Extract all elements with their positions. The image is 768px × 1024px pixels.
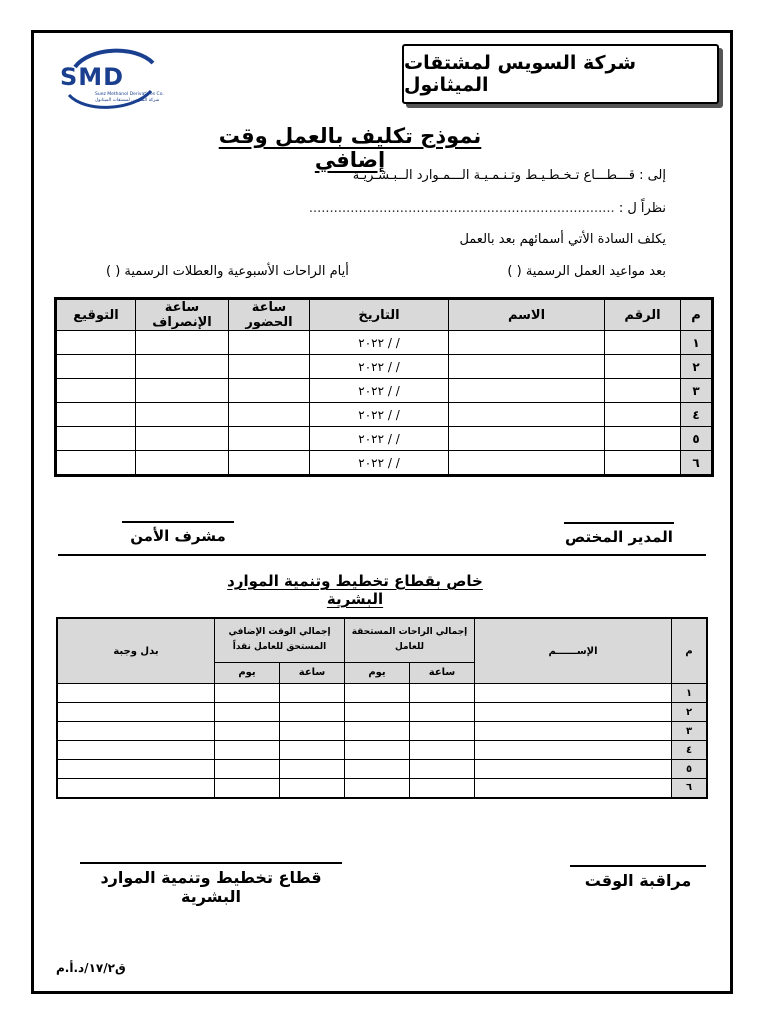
assignment-row xyxy=(56,403,713,427)
cell-name[interactable] xyxy=(475,779,672,798)
cell-departure[interactable] xyxy=(136,427,229,451)
assignment-row xyxy=(56,427,713,451)
hr-dept-signature xyxy=(80,862,342,906)
security-signature xyxy=(122,521,234,545)
cell-overtime-day[interactable] xyxy=(215,684,280,703)
row-number: ١ xyxy=(672,684,708,703)
hr-sub-overtime-day: يوم xyxy=(215,662,280,683)
cell-name[interactable] xyxy=(475,703,672,722)
cell-meal[interactable] xyxy=(57,760,215,779)
cell-name[interactable] xyxy=(475,741,672,760)
cell-meal[interactable] xyxy=(57,722,215,741)
time-control-label: مراقبة الوقت xyxy=(584,871,692,890)
official-hours-option[interactable]: بعد مواعيد العمل الرسمية ( ) xyxy=(507,264,666,279)
cell-date[interactable]: / / ٢٠٢٢ xyxy=(310,403,449,427)
cell-overtime-day[interactable] xyxy=(215,779,280,798)
col-header-departure: ساعة الإنصراف xyxy=(136,299,229,331)
section-divider xyxy=(58,554,706,556)
cell-arrival[interactable] xyxy=(229,427,310,451)
cell-departure[interactable] xyxy=(136,355,229,379)
cell-overtime-hour[interactable] xyxy=(280,703,345,722)
cell-name[interactable] xyxy=(449,451,605,476)
cell-signature[interactable] xyxy=(56,331,136,355)
cell-id[interactable] xyxy=(605,403,681,427)
cell-arrival[interactable] xyxy=(229,379,310,403)
cell-rest-hour[interactable] xyxy=(410,684,475,703)
cell-rest-hour[interactable] xyxy=(410,760,475,779)
cell-name[interactable] xyxy=(449,427,605,451)
hr-table xyxy=(56,617,708,799)
cell-overtime-day[interactable] xyxy=(215,760,280,779)
row-number: ٣ xyxy=(672,722,708,741)
cell-date[interactable]: / / ٢٠٢٢ xyxy=(310,427,449,451)
cell-signature[interactable] xyxy=(56,451,136,476)
cell-id[interactable] xyxy=(605,379,681,403)
row-number: ٣ xyxy=(681,379,713,403)
time-control-signature xyxy=(570,865,706,890)
row-number: ١ xyxy=(681,331,713,355)
cell-date[interactable]: / / ٢٠٢٢ xyxy=(310,331,449,355)
row-number: ٢ xyxy=(681,355,713,379)
attention-line xyxy=(309,201,666,216)
cell-meal[interactable] xyxy=(57,779,215,798)
cell-id[interactable] xyxy=(605,331,681,355)
hr-row xyxy=(57,684,707,703)
cell-rest-day[interactable] xyxy=(345,722,410,741)
hr-col-rest-due: إجمالي الراحات المستحقة للعامل xyxy=(345,618,475,662)
manager-label: المدير المختص xyxy=(565,528,673,546)
cell-meal[interactable] xyxy=(57,684,215,703)
cell-date[interactable]: / / ٢٠٢٢ xyxy=(310,355,449,379)
cell-overtime-day[interactable] xyxy=(215,722,280,741)
cell-name[interactable] xyxy=(475,684,672,703)
cell-rest-hour[interactable] xyxy=(410,779,475,798)
cell-arrival[interactable] xyxy=(229,331,310,355)
cell-rest-hour[interactable] xyxy=(410,741,475,760)
cell-overtime-hour[interactable] xyxy=(280,760,345,779)
row-number: ٦ xyxy=(672,779,708,798)
row-number: ٤ xyxy=(672,741,708,760)
rest-days-option[interactable]: أيام الراحات الأسبوعية والعطلات الرسمية ( ) xyxy=(106,264,349,279)
cell-rest-day[interactable] xyxy=(345,760,410,779)
cell-overtime-hour[interactable] xyxy=(280,684,345,703)
hr-row xyxy=(57,703,707,722)
cell-id[interactable] xyxy=(605,451,681,476)
form-code: ق١٧/٢/د.أ.م xyxy=(56,961,126,975)
cell-name[interactable] xyxy=(449,403,605,427)
assignment-table xyxy=(54,297,714,477)
row-number: ٦ xyxy=(681,451,713,476)
cell-rest-day[interactable] xyxy=(345,741,410,760)
form-title: نموذج تكليف بالعمل وقت إضافي xyxy=(218,124,482,172)
cell-signature[interactable] xyxy=(56,403,136,427)
row-number: ٥ xyxy=(672,760,708,779)
cell-date[interactable]: / / ٢٠٢٢ xyxy=(310,379,449,403)
cell-overtime-day[interactable] xyxy=(215,703,280,722)
cell-rest-day[interactable] xyxy=(345,684,410,703)
assignment-row xyxy=(56,331,713,355)
company-logo xyxy=(55,45,165,113)
manager-signature xyxy=(564,522,674,546)
cell-arrival[interactable] xyxy=(229,355,310,379)
cell-arrival[interactable] xyxy=(229,451,310,476)
to-line: إلى : قـــطـــاع تـخـطـيـط وتـنـمـيـة الـــمـوارد الــبـشـريـة xyxy=(352,168,666,183)
cell-rest-hour[interactable] xyxy=(410,722,475,741)
cell-name[interactable] xyxy=(449,355,605,379)
cell-departure[interactable] xyxy=(136,403,229,427)
assignment-row xyxy=(56,379,713,403)
svg-text:Suez Methanol Derivatives Co.: Suez Methanol Derivatives Co. xyxy=(95,92,164,97)
row-number: ٥ xyxy=(681,427,713,451)
hr-row xyxy=(57,741,707,760)
svg-text:SMD: SMD xyxy=(60,63,125,91)
cell-name[interactable] xyxy=(475,722,672,741)
hr-col-meal: بدل وجبة xyxy=(57,618,215,684)
attention-field[interactable]: .......................................................................... xyxy=(308,201,615,216)
cell-arrival[interactable] xyxy=(229,403,310,427)
hr-col-name: الإســــــم xyxy=(475,618,672,684)
hr-col-num: م xyxy=(672,618,708,684)
hr-row xyxy=(57,760,707,779)
cell-name[interactable] xyxy=(449,331,605,355)
cell-rest-day[interactable] xyxy=(345,779,410,798)
cell-departure[interactable] xyxy=(136,331,229,355)
col-header-arrival: ساعة الحضور xyxy=(229,299,310,331)
attention-label: نظراً ل : xyxy=(618,201,666,216)
cell-overtime-hour[interactable] xyxy=(280,722,345,741)
cell-meal[interactable] xyxy=(57,741,215,760)
company-name-box xyxy=(402,44,719,104)
col-header-signature: التوقيع xyxy=(56,299,136,331)
cell-date[interactable]: / / ٢٠٢٢ xyxy=(310,451,449,476)
cell-id[interactable] xyxy=(605,355,681,379)
hr-sub-rest-hour: ساعة xyxy=(410,662,475,683)
col-header-date: التاريخ xyxy=(310,299,449,331)
col-header-id: الرقم xyxy=(605,299,681,331)
cell-signature[interactable] xyxy=(56,427,136,451)
col-header-name: الاسم xyxy=(449,299,605,331)
cell-signature[interactable] xyxy=(56,379,136,403)
hr-sub-rest-day: يوم xyxy=(345,662,410,683)
svg-text:شركة السويس لمشتقات الميثانول: شركة السويس لمشتقات الميثانول xyxy=(95,98,160,103)
cell-name[interactable] xyxy=(475,760,672,779)
cell-name[interactable] xyxy=(449,379,605,403)
cell-meal[interactable] xyxy=(57,703,215,722)
assignment-header-row xyxy=(56,299,713,331)
security-label: مشرف الأمن xyxy=(130,527,226,545)
col-header-num: م xyxy=(681,299,713,331)
assignment-row xyxy=(56,355,713,379)
cell-rest-day[interactable] xyxy=(345,703,410,722)
row-number: ٢ xyxy=(672,703,708,722)
cell-overtime-hour[interactable] xyxy=(280,779,345,798)
days-line xyxy=(106,264,666,279)
company-name: شركة السويس لمشتقات الميثانول xyxy=(404,52,637,96)
hr-dept-label: قطاع تخطيط وتنمية الموارد البشرية xyxy=(100,868,322,906)
hr-sub-overtime-hour: ساعة xyxy=(280,662,345,683)
hr-section-title: خاص بقطاع تخطيط وتنمية الموارد البشرية xyxy=(227,572,483,608)
assign-line: يكلف السادة الأتي أسمائهم بعد بالعمل xyxy=(459,232,666,247)
cell-overtime-day[interactable] xyxy=(215,741,280,760)
cell-overtime-hour[interactable] xyxy=(280,741,345,760)
hr-row xyxy=(57,722,707,741)
cell-id[interactable] xyxy=(605,427,681,451)
hr-row xyxy=(57,779,707,798)
cell-signature[interactable] xyxy=(56,355,136,379)
cell-departure[interactable] xyxy=(136,451,229,476)
row-number: ٤ xyxy=(681,403,713,427)
hr-col-overtime: إجمالي الوقت الإضافي المستحق للعامل نقداً xyxy=(215,618,345,662)
assignment-row xyxy=(56,451,713,476)
cell-departure[interactable] xyxy=(136,379,229,403)
cell-rest-hour[interactable] xyxy=(410,703,475,722)
